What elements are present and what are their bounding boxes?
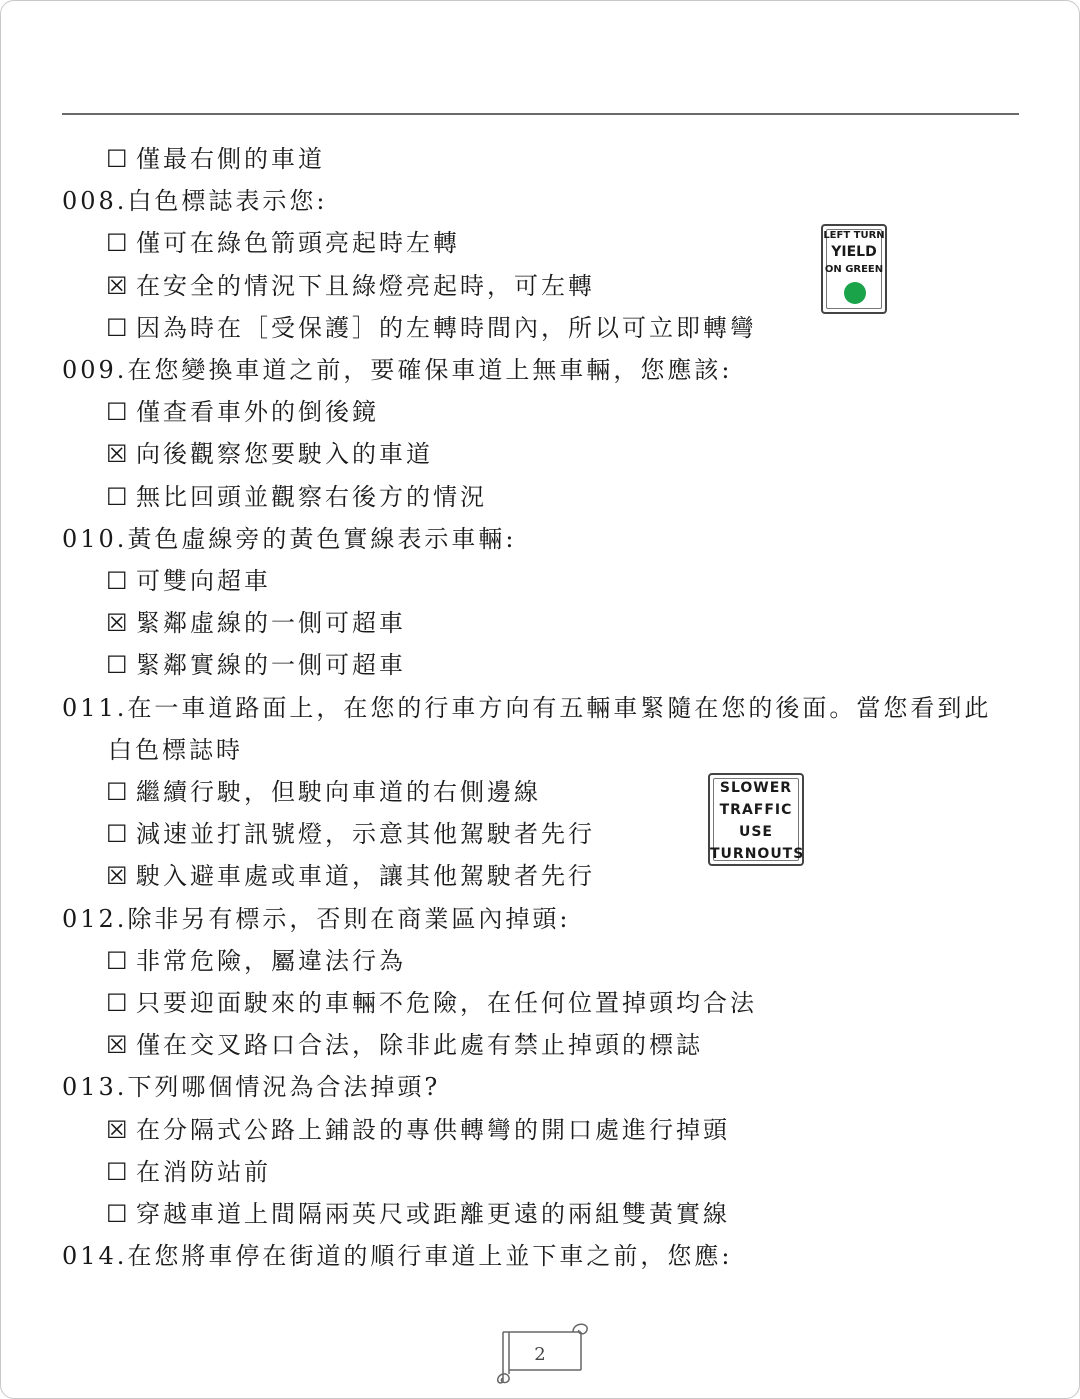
answer-option (106, 391, 379, 433)
checked-box-icon: ☒ (106, 609, 128, 638)
answer-option (106, 265, 595, 307)
unchecked-box-icon: ☐ (106, 989, 128, 1017)
answer-option (106, 222, 460, 264)
option-text: 可雙向超車 (136, 567, 271, 595)
checked-box-icon: ☒ (106, 1115, 128, 1144)
question-text: 008.白色標誌表示您: (62, 187, 328, 216)
checked-box-icon: ☒ (106, 862, 128, 891)
question-text: 014.在您將車停在街道的順行車道上並下車之前，您應: (62, 1242, 733, 1271)
answer-option (106, 560, 271, 602)
answer-option (106, 1024, 703, 1066)
answer-option (106, 1193, 730, 1235)
option-text: 僅查看車外的倒後鏡 (136, 398, 379, 427)
answer-option (106, 771, 541, 813)
option-text: 僅在交叉路口合法，除非此處有禁止掉頭的標誌 (136, 1031, 703, 1060)
option-text: 僅可在綠色箭頭亮起時左轉 (136, 229, 460, 258)
sign-line-3: USE (738, 824, 773, 840)
sign-line-1: LEFT TURN (823, 230, 885, 241)
checked-box-icon: ☒ (106, 271, 128, 300)
unchecked-box-icon: ☐ (106, 651, 128, 680)
unchecked-box-icon: ☐ (106, 946, 128, 975)
option-text: 穿越車道上間隔兩英尺或距離更遠的兩組雙黃實線 (136, 1200, 730, 1228)
answer-option (106, 602, 406, 644)
answer-option (106, 433, 433, 475)
unchecked-box-icon: ☐ (106, 567, 128, 595)
header-rule (62, 113, 1019, 115)
question-continuation: 白色標誌時 (108, 735, 243, 764)
unchecked-box-icon: ☐ (106, 482, 128, 511)
question-text: 012.除非另有標示，否則在商業區內掉頭: (62, 904, 571, 933)
option-text: 在分隔式公路上鋪設的專供轉彎的開口處進行掉頭 (136, 1115, 730, 1144)
answer-option (106, 813, 595, 855)
option-text: 在消防站前 (136, 1157, 271, 1186)
option-text: 緊鄰虛線的一側可超車 (136, 609, 406, 638)
green-light-icon (844, 282, 866, 304)
unchecked-box-icon: ☐ (106, 820, 128, 849)
option-text: 減速並打訊號燈，示意其他駕駛者先行 (136, 820, 595, 849)
answer-option (106, 1109, 730, 1151)
left-turn-yield-sign (821, 224, 887, 314)
answer-option (106, 307, 757, 349)
sign-line-1: SLOWER (719, 780, 793, 796)
answer-option (106, 982, 757, 1024)
answer-option (106, 138, 325, 180)
option-text: 緊鄰實線的一側可超車 (136, 651, 406, 680)
unchecked-box-icon: ☐ (106, 1157, 128, 1186)
question-text: 013.下列哪個情況為合法掉頭? (62, 1073, 441, 1102)
question-text: 009.在您變換車道之前，要確保車道上無車輛，您應該: (62, 356, 733, 384)
option-text: 僅最右側的車道 (136, 145, 325, 173)
question-text: 010.黃色虛線旁的黃色實線表示車輛: (62, 524, 517, 553)
option-text: 向後觀察您要駛入的車道 (136, 440, 433, 469)
unchecked-box-icon: ☐ (106, 145, 128, 173)
option-text: 無比回頭並觀察右後方的情況 (136, 482, 487, 511)
answer-option (106, 855, 595, 897)
unchecked-box-icon: ☐ (106, 778, 128, 806)
answer-option (106, 476, 487, 518)
option-text: 因為時在［受保護］的左轉時間內，所以可立即轉彎 (136, 313, 757, 342)
option-text: 駛入避車處或車道，讓其他駕駛者先行 (136, 862, 595, 891)
unchecked-box-icon: ☐ (106, 229, 128, 258)
option-text: 在安全的情況下且綠燈亮起時，可左轉 (136, 271, 595, 300)
slower-traffic-sign (708, 773, 804, 866)
option-text: 只要迎面駛來的車輛不危險，在任何位置掉頭均合法 (136, 989, 757, 1017)
answer-option (106, 940, 406, 982)
sign-line-2: TRAFFIC (719, 802, 793, 818)
answer-option (106, 644, 406, 686)
question-text: 011.在一車道路面上，在您的行車方向有五輛車緊隨在您的後面。當您看到此 (62, 693, 992, 722)
option-text: 繼續行駛，但駛向車道的右側邊線 (136, 778, 541, 806)
unchecked-box-icon: ☐ (106, 1200, 128, 1228)
sign-line-3: ON GREEN (824, 264, 884, 275)
option-text: 非常危險，屬違法行為 (136, 946, 406, 975)
answer-option (106, 1151, 271, 1193)
unchecked-box-icon: ☐ (106, 398, 128, 427)
sign-line-4: TURNOUTS (710, 846, 805, 862)
checked-box-icon: ☒ (106, 1031, 128, 1060)
unchecked-box-icon: ☐ (106, 313, 128, 342)
page-number: 2 (534, 1344, 546, 1365)
sign-line-2: YIELD (831, 244, 877, 260)
checked-box-icon: ☒ (106, 440, 128, 469)
